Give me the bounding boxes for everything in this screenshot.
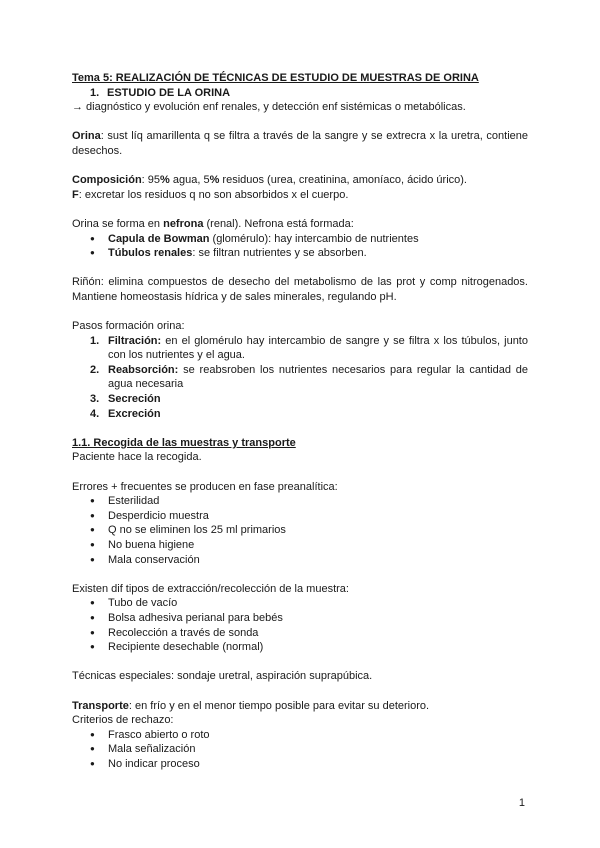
document-page [72, 71, 528, 772]
item-term: Capula de Bowman [108, 232, 210, 245]
tecnicas-line: Técnicas especiales: sondaje uretral, aspiración suprapúbica. [72, 670, 373, 683]
item-text: se reabsroben los nutrientes necesarios para regular la cantidad de agua necesaria [108, 363, 528, 391]
composicion-line [72, 173, 528, 188]
list-item: ● Recolección a través de sonda [72, 626, 528, 641]
subsection-line: Paciente hace la recogida. [72, 451, 202, 464]
item-term: Túbulos renales [108, 247, 193, 260]
item-number: 1. [90, 334, 100, 347]
pasos-list [72, 334, 528, 422]
list-item [72, 232, 528, 247]
transporte-line [72, 699, 528, 714]
list-item [72, 392, 528, 407]
composicion-pct2: % [209, 174, 220, 187]
list-item: ● Recipiente desechable (normal) [72, 640, 528, 655]
item-number: 2. [90, 363, 100, 376]
section-title: ESTUDIO DE LA ORINA [107, 86, 231, 99]
errores-list [72, 494, 528, 567]
list-item: ● Q no se eliminen los 25 ml primarios [72, 523, 528, 538]
rinon-paragraph: Riñón: elimina compuestos de desecho del metabolismo de las prot y comp nitrogenados. Mantiene homeostasis hídrica y de sales minerales, regulando pH. [72, 276, 528, 303]
composicion-text-a: : 95 [141, 174, 161, 187]
document-title: Tema 5: REALIZACIÓN DE TÉCNICAS DE ESTUDIO DE MUESTRAS DE ORINA [72, 72, 479, 84]
intro-line: → diagnóstico y evolución enf renales, y detección enf sistémicas o metabólicas. [72, 101, 466, 114]
list-item: ● Bolsa adhesiva perianal para bebés [72, 611, 528, 626]
list-item: ● Esterilidad [72, 494, 528, 509]
item-term: Reabsorción: [108, 363, 179, 376]
funcion-term: F [72, 188, 79, 201]
nefrona-intro [72, 217, 528, 232]
subsection-heading: 1.1. Recogida de las muestras y transporte [72, 436, 296, 449]
composicion-term: Composición [72, 174, 142, 187]
item-text: (glomérulo): hay intercambio de nutrientes [209, 232, 419, 245]
funcion-text: : excretar los residuos q no son absorbidos x el cuerpo. [78, 188, 349, 201]
transporte-text: : en frío y en el menor tiempo posible para evitar su deterioro. [128, 699, 430, 712]
list-item: ● Frasco abierto o roto [72, 728, 528, 743]
nefrona-post: (renal). Nefrona está formada: [203, 217, 354, 230]
item-text: en el glomérulo hay intercambio de sangre y se filtra x los túbulos, junto con los nutrientes y el agua. [108, 334, 528, 362]
list-item [72, 246, 528, 261]
rechazo-list [72, 728, 528, 772]
list-item: ● No buena higiene [72, 538, 528, 553]
errores-intro: Errores + frecuentes se producen en fase preanalítica: [72, 480, 338, 493]
nefrona-term: nefrona [163, 217, 204, 230]
item-text: : se filtran nutrientes y se absorben. [192, 247, 367, 260]
list-item [72, 407, 528, 422]
tipos-intro: Existen dif tipos de extracción/recolección de la muestra: [72, 582, 349, 595]
section-heading [72, 86, 528, 101]
item-term: Excreción [108, 407, 161, 420]
orina-text: : sust líq amarillenta q se filtra a través de la sangre y se extrecra x la uretra, contiene desechos. [72, 130, 528, 157]
composicion-pct1: % [160, 174, 170, 187]
list-item [72, 363, 528, 392]
nefrona-list [72, 232, 528, 261]
orina-definition [72, 129, 528, 158]
list-item: ● No indicar proceso [72, 757, 528, 772]
list-item: ● Tubo de vacío [72, 596, 528, 611]
item-number: 3. [90, 393, 100, 406]
orina-term: Orina [72, 130, 101, 143]
list-item: ● Desperdicio muestra [72, 509, 528, 524]
rechazo-intro: Criterios de rechazo: [72, 714, 174, 727]
composicion-text-c: residuos (urea, creatinina, amoníaco, ácido úrico). [219, 174, 467, 187]
nefrona-pre: Orina se forma en [72, 217, 164, 230]
transporte-term: Transporte [72, 699, 129, 712]
item-term: Secreción [108, 393, 161, 406]
section-number: 1. [90, 86, 100, 99]
list-item [72, 334, 528, 363]
funcion-line [72, 188, 528, 203]
page-number: 1 [518, 797, 525, 809]
composicion-text-b: agua, 5 [169, 174, 210, 187]
pasos-intro: Pasos formación orina: [72, 320, 185, 333]
list-item: ● Mala conservación [72, 553, 528, 568]
item-number: 4. [90, 407, 100, 420]
tipos-list [72, 596, 528, 654]
list-item: ● Mala señalización [72, 742, 528, 757]
item-term: Filtración: [108, 334, 162, 347]
